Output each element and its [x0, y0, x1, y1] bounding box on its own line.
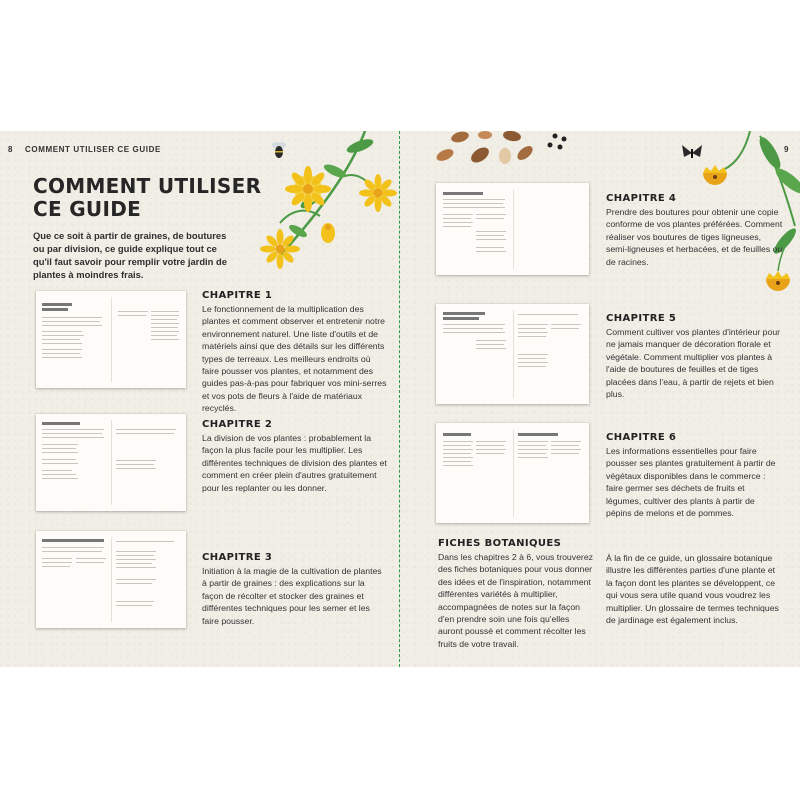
running-head: COMMENT UTILISER CE GUIDE [25, 145, 161, 154]
glossary-text: À la fin de ce guide, un glossaire botanique illustre les différentes parties d'une plante et la façon dont les plantes se développent, ce qui vous sera utile quand vous voudrez les multiplier. Un glossaire de termes techniques de jardinage est également inclus. [606, 553, 779, 626]
page-title [33, 175, 263, 221]
chapter-5-text: Comment cultiver vos plantes d'intérieur pour ne jamais manquer de décoration florale et végétale. Comment multiplier vos plantes à l'aide de boutures de feuilles et de tiges placées dans l'eau, à partir de rejets et bien plus. [606, 327, 781, 400]
chapter-3-text: Initiation à la magie de la cultivation de plantes à partir de graines : des explications sur la façon de récolter et stocker des graines et différentes techniques pour les semer et les faire pousser. [202, 566, 382, 626]
page-thumbnail-chapter-6 [436, 423, 589, 523]
book-spread [0, 131, 800, 667]
chapter-2-text: La division de vos plantes : probablement la façon la plus facile pour les multiplier. Les différentes techniques de division des plantes et comment en créer plein d'autres gratuitement pour les replanter ou les donner. [202, 433, 387, 493]
chapter-5-title: CHAPITRE 5 [606, 313, 677, 324]
glossary-block [606, 552, 784, 626]
chapter-6-block [606, 432, 778, 519]
chapter-4-block [606, 193, 784, 268]
page-thumbnail-chapter-5 [436, 304, 589, 404]
page-thumbnail-chapter-4 [436, 183, 589, 275]
chapter-4-text: Prendre des boutures pour obtenir une copie conforme de vos plantes préférées. Comment réaliser vos boutures de tiges ligneuses, semi-ligneuses et herbacées, et de feuilles ou de racines. [606, 207, 783, 267]
chapter-1-text: Le fonctionnement de la multiplication des plantes et comment observer et entretenir notre environnement naturel. Une liste d'outils et de matériels ainsi que des détails sur les différents types de terreaux. Les meilleurs endroits où faire pousser vos plantes, et notamment des guides pas-à-pas pour fabriquer vos mini-serres et vos pots de fleurs à l'aide de matériaux recyclés. [202, 304, 387, 414]
title-line-2: CE GUIDE [33, 197, 142, 221]
page-number-right: 9 [784, 145, 789, 154]
title-line-1: COMMENT UTILISER [33, 174, 262, 198]
chapter-1-title: CHAPITRE 1 [202, 290, 273, 301]
chapter-3-block [202, 552, 387, 627]
page-thumbnail-chapter-1 [36, 291, 186, 388]
chapter-3-title: CHAPITRE 3 [202, 552, 273, 563]
chapter-1-block [202, 290, 387, 415]
page-thumbnail-chapter-2 [36, 414, 186, 511]
chapter-5-block [606, 313, 784, 400]
fiches-botaniques-title: FICHES BOTANIQUES [438, 538, 562, 549]
book-gutter [399, 131, 400, 667]
daisy-flowers-illustration [250, 131, 410, 281]
chapter-2-title: CHAPITRE 2 [202, 419, 273, 430]
page-thumbnail-chapter-3 [36, 531, 186, 628]
page-number-left: 8 [8, 145, 13, 154]
fiches-botaniques-block [438, 538, 596, 650]
chapter-4-title: CHAPITRE 4 [606, 193, 677, 204]
seeds-illustration [430, 131, 580, 171]
chapter-2-block [202, 419, 387, 494]
intro-text: Que ce soit à partir de graines, de boutures ou par division, ce guide explique tout ce qu'il faut savoir pour remplir votre jardin de plantes à moindres frais. [33, 230, 227, 280]
fiches-botaniques-text: Dans les chapitres 2 à 6, vous trouverez des fiches botaniques pour vous donner des idées et de l'inspiration, notamment différentes variétés à multiplier, accompagnées de notes sur la façon d'en prendre soin une fois qu'elles auront poussé et comment récolter les fruits de votre travail. [438, 552, 594, 649]
chapter-6-title: CHAPITRE 6 [606, 432, 677, 443]
chapter-6-text: Les informations essentielles pour faire pousser ses plantes gratuitement à partir de végétaux disponibles dans le commerce : faire germer ses déchets de fruits et légumes, cultiver des plants à partir de pépins de melons et de pommes. [606, 446, 776, 519]
